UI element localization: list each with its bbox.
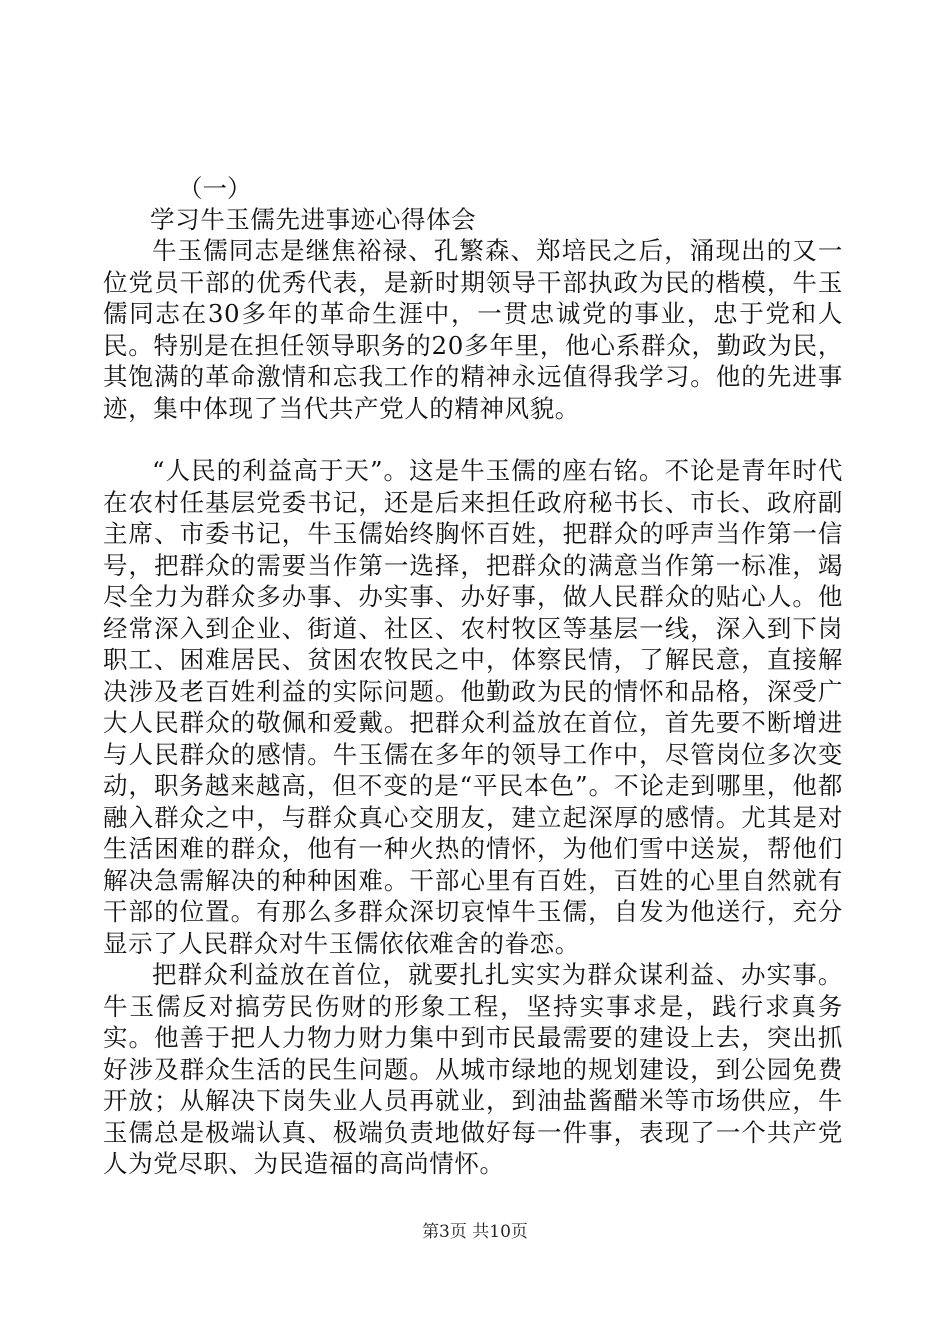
paragraph-text: 把群众利益放在首位，就要扎扎实实为群众谋利益、办实事。牛玉儒反对搞劳民伤财的形象工程，坚持实事求是，践行求真务实。他善于把人力物力财力集中到市民最需要的建设上去，突出抓好涉及群众生活的民生问题。从城市绿地的规划建设，到公园免费开放；从解决下岗失业人员再就业，到油盐酱醋米等市场供应，牛玉儒总是极端认真、极端负责地做好每一件事，表现了一个共产党人为党尽职、为民造福的高尚情怀。 [103, 960, 843, 1178]
section-number: （一） [178, 174, 252, 203]
page-footer: 第3页 共10页 [422, 1222, 528, 1242]
paragraph-2 [103, 455, 843, 959]
paragraph-text: 牛玉儒同志是继焦裕禄、孔繁森、郑培民之后，涌现出的又一位党员干部的优秀代表，是新时期领导干部执政为民的楷模，牛玉儒同志在30多年的革命生涯中，一贯忠诚党的事业，忠于党和人民。特别是在担任领导职务的20多年里，他心系群众，勤政为民，其饱满的革命激情和忘我工作的精神永远值得我学习。他的先进事迹，集中体现了当代共产党人的精神风貌。 [103, 236, 843, 423]
paragraph-1 [103, 235, 843, 424]
document-title: 学习牛玉儒先进事迹心得体会 [150, 205, 477, 234]
paragraph-3 [103, 959, 843, 1180]
paragraph-text: “人民的利益高于天”。这是牛玉儒的座右铭。不论是青年时代在农村任基层党委书记，还是后来担任政府秘书长、市长、政府副主席、市委书记，牛玉儒始终胸怀百姓，把群众的呼声当作第一信号，把群众的需要当作第一选择，把群众的满意当作第一标准，竭尽全力为群众多办事、办实事、办好事，做人民群众的贴心人。他经常深入到企业、街道、社区、农村牧区等基层一线，深入到下岗职工、困难居民、贫困农牧民之中，体察民情，了解民意，直接解决涉及老百姓利益的实际问题。他勤政为民的情怀和品格，深受广大人民群众的敬佩和爱戴。把群众利益放在首位，首先要不断增进与人民群众的感情。牛玉儒在多年的领导工作中，尽管岗位多次变动，职务越来越高，但不变的是“平民本色”。不论走到哪里，他都融入群众之中，与群众真心交朋友，建立起深厚的感情。尤其是对生活困难的群众，他有一种火热的情怀，为他们雪中送炭，帮他们解决急需解决的种种困难。干部心里有百姓，百姓的心里自然就有干部的位置。有那么多群众深切哀悼牛玉儒，自发为他送行，充分显示了人民群众对牛玉儒依依难舍的眷恋。 [103, 456, 843, 958]
